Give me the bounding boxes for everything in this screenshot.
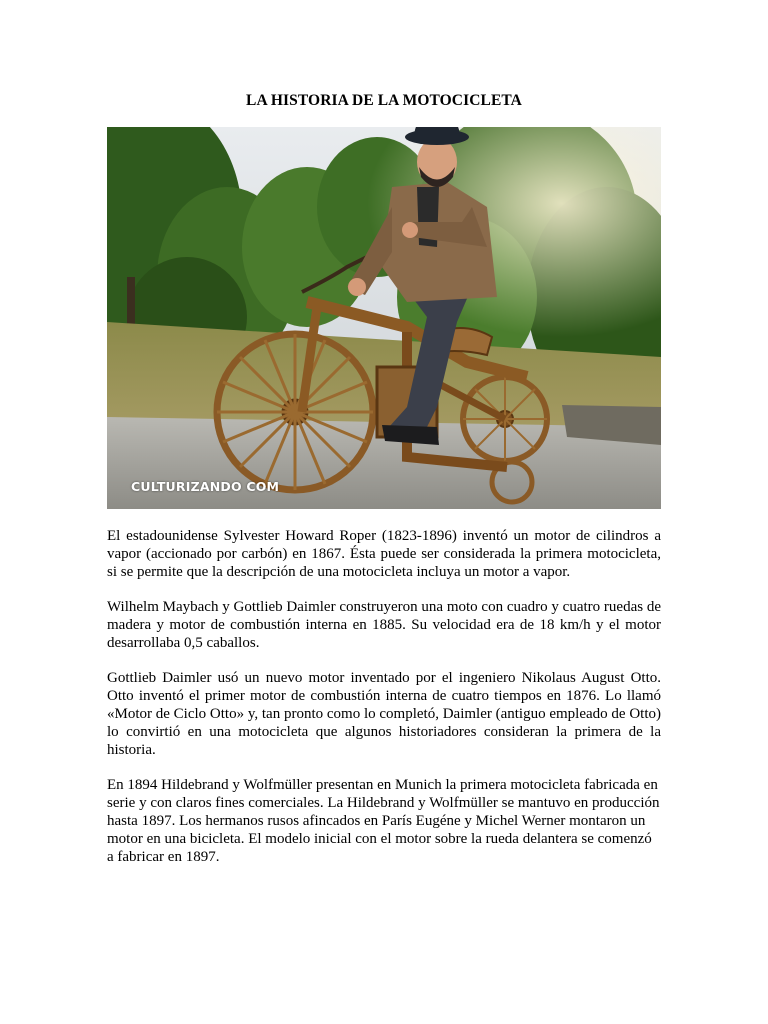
paragraph-roper: El estadounidense Sylvester Howard Roper (1823-1896) inventó un motor de cilindros a vapor (accionado por carbón) en 1867. Ésta puede ser considerada la primera motocicleta, si se permite que la descripción de una motocicleta incluya un motor a vapor. [107, 528, 661, 580]
motorcycle-photo [107, 127, 661, 509]
paragraph-maybach-daimler: Wilhelm Maybach y Gottlieb Daimler construyeron una moto con cuadro y cuatro ruedas de madera y motor de combustión interna en 1885. Su velocidad era de 18 km/h y el motor desarrollaba 0,5 caballos. [107, 599, 661, 651]
paragraph-otto: Gottlieb Daimler usó un nuevo motor inventado por el ingeniero Nikolaus August Otto. Otto inventó el primer motor de combustión interna de cuatro tiempos en 1876. Lo llamó «Motor de Ciclo Otto» y, tan pronto como lo completó, Daimler (antiguo empleado de Otto) lo convirtió en una motocicleta que algunos historiadores consideran la primera de la historia. [107, 670, 661, 758]
photo-illustration [107, 127, 661, 509]
paragraph-hildebrand-wolfmuller: En 1894 Hildebrand y Wolfmüller presentan en Munich la primera motocicleta fabricada en serie y con claros fines comerciales. La Hildebrand y Wolfmüller se mantuvo en producción hasta 1897. Los hermanos rusos afincados en París Eugéne y Michel Werner montaron un motor en una bicicleta. El modelo inicial con el motor sobre la rueda delantera se comenzó a fabricar en 1897. [107, 777, 660, 865]
photo-watermark: CULTURIZANDO COM [131, 479, 280, 494]
page-title: LA HISTORIA DE LA MOTOCICLETA [246, 92, 522, 109]
